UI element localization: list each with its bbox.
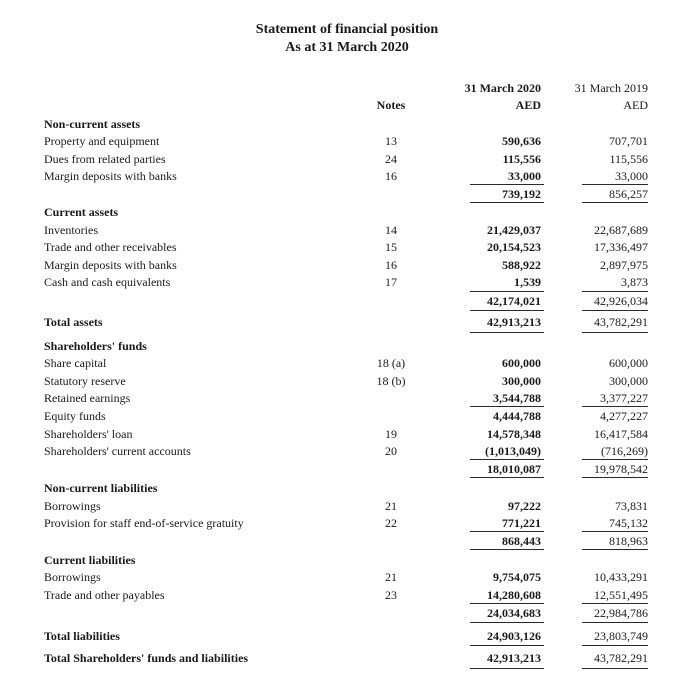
subtotal-2020: 18,010,087 xyxy=(487,462,541,476)
grand-total-2019: 43,782,291 xyxy=(594,651,648,665)
value-2020: 4,444,788 xyxy=(493,409,541,423)
total-rule xyxy=(582,668,648,669)
total-rule xyxy=(582,645,648,646)
row-note: 16 xyxy=(385,169,397,183)
value-2020: 21,429,037 xyxy=(487,223,541,237)
row-label: Trade and other receivables xyxy=(44,240,177,254)
value-2020: 588,922 xyxy=(502,258,541,272)
subtotal-rule xyxy=(470,549,544,550)
row-label: Equity funds xyxy=(44,409,106,423)
subtotal-2020: 739,192 xyxy=(502,187,541,201)
value-2020: (1,013,049) xyxy=(485,444,541,458)
subtotal-rule xyxy=(582,291,648,292)
row-note: 23 xyxy=(385,588,397,602)
total-liabilities-label: Total liabilities xyxy=(44,629,120,643)
value-2019: 33,000 xyxy=(615,169,648,183)
value-2019: 707,701 xyxy=(609,134,648,148)
value-2020: 9,754,075 xyxy=(493,570,541,584)
subtotal-rule xyxy=(582,310,648,311)
value-2019: (716,269) xyxy=(601,444,648,458)
value-2020: 590,636 xyxy=(502,134,541,148)
value-2019: 3,377,227 xyxy=(600,391,648,405)
grand-total-2020: 42,913,213 xyxy=(487,651,541,665)
col-2019-period: 31 March 2019 xyxy=(574,81,648,95)
statement-title: Statement of financial position xyxy=(255,22,439,37)
row-note: 18 (b) xyxy=(376,374,406,388)
subtotal-rule xyxy=(582,477,648,478)
value-2019: 600,000 xyxy=(609,356,648,370)
subtotal-rule xyxy=(470,184,544,185)
value-2019: 12,551,495 xyxy=(594,588,648,602)
row-label: Provision for staff end-of-service gratuity xyxy=(44,516,244,530)
subtotal-rule xyxy=(470,406,544,407)
value-2020: 20,154,523 xyxy=(487,240,541,254)
row-label: Margin deposits with banks xyxy=(44,258,177,272)
section-heading: Shareholders' funds xyxy=(44,339,147,353)
subtotal-rule xyxy=(470,622,544,623)
section-heading: Current liabilities xyxy=(44,553,136,567)
value-2019: 115,556 xyxy=(609,152,648,166)
row-label: Cash and cash equivalents xyxy=(44,275,171,289)
value-2019: 2,897,975 xyxy=(600,258,648,272)
value-2020: 33,000 xyxy=(508,169,541,183)
total-liabilities-2020: 24,903,126 xyxy=(487,629,541,643)
notes-header: Notes xyxy=(376,98,406,112)
subtotal-rule xyxy=(582,406,648,407)
value-2020: 600,000 xyxy=(502,356,541,370)
row-note: 21 xyxy=(385,570,397,584)
subtotal-rule xyxy=(470,202,544,203)
subtotal-2020: 24,034,683 xyxy=(487,606,541,620)
subtotal-rule xyxy=(470,459,544,460)
section-heading: Current assets xyxy=(44,205,119,219)
row-note: 14 xyxy=(385,223,397,237)
value-2020: 115,556 xyxy=(502,152,541,166)
subtotal-rule xyxy=(582,603,648,604)
total-assets-2020: 42,913,213 xyxy=(487,315,541,329)
value-2020: 771,221 xyxy=(502,516,541,530)
subtotal-rule xyxy=(582,184,648,185)
subtotal-rule xyxy=(470,310,544,311)
subtotal-2019: 19,978,542 xyxy=(594,462,648,476)
value-2020: 3,544,788 xyxy=(493,391,541,405)
row-note: 18 (a) xyxy=(376,356,406,370)
subtotal-2019: 42,926,034 xyxy=(594,294,648,308)
row-label: Shareholders' current accounts xyxy=(44,444,191,458)
col-2020-unit: AED xyxy=(515,98,541,112)
subtotal-2019: 856,257 xyxy=(609,187,648,201)
row-label: Margin deposits with banks xyxy=(44,169,177,183)
row-label: Share capital xyxy=(44,356,107,370)
row-label: Trade and other payables xyxy=(44,588,165,602)
col-2019-unit: AED xyxy=(623,98,648,112)
subtotal-rule xyxy=(582,549,648,550)
subtotal-rule xyxy=(582,622,648,623)
row-note: 19 xyxy=(385,427,397,441)
row-label: Property and equipment xyxy=(44,134,160,148)
subtotal-rule xyxy=(582,202,648,203)
total-assets-label: Total assets xyxy=(44,315,103,329)
statement-subtitle: As at 31 March 2020 xyxy=(285,40,409,55)
row-note: 20 xyxy=(385,444,397,458)
total-liabilities-2019: 23,803,749 xyxy=(594,629,648,643)
section-heading: Non-current assets xyxy=(44,117,141,131)
row-note: 22 xyxy=(385,516,397,530)
value-2020: 14,280,608 xyxy=(487,588,541,602)
row-label: Borrowings xyxy=(44,570,101,584)
row-label: Statutory reserve xyxy=(44,374,126,388)
row-note: 13 xyxy=(385,134,397,148)
subtotal-rule xyxy=(470,477,544,478)
value-2020: 1,539 xyxy=(514,275,541,289)
row-label: Dues from related parties xyxy=(44,152,166,166)
value-2019: 745,132 xyxy=(609,516,648,530)
value-2019: 16,417,584 xyxy=(594,427,648,441)
value-2019: 4,277,227 xyxy=(600,409,648,423)
value-2019: 22,687,689 xyxy=(594,223,648,237)
row-note: 15 xyxy=(385,240,397,254)
total-rule xyxy=(582,332,648,333)
subtotal-2020: 42,174,021 xyxy=(487,294,541,308)
row-note: 16 xyxy=(385,258,397,272)
section-heading: Non-current liabilities xyxy=(44,481,158,495)
value-2020: 14,578,348 xyxy=(487,427,541,441)
subtotal-rule xyxy=(470,291,544,292)
row-label: Retained earnings xyxy=(44,391,131,405)
grand-total-label: Total Shareholders' funds and liabilities xyxy=(44,651,249,665)
col-2020-period: 31 March 2020 xyxy=(464,81,541,95)
total-rule xyxy=(470,668,544,669)
value-2019: 73,831 xyxy=(615,499,648,513)
total-rule xyxy=(470,645,544,646)
value-2019: 3,873 xyxy=(621,275,648,289)
row-label: Inventories xyxy=(44,223,98,237)
subtotal-rule xyxy=(470,531,544,532)
row-label: Shareholders' loan xyxy=(44,427,133,441)
row-note: 21 xyxy=(385,499,397,513)
value-2019: 17,336,497 xyxy=(594,240,648,254)
row-note: 24 xyxy=(385,152,397,166)
value-2020: 300,000 xyxy=(502,374,541,388)
value-2019: 10,433,291 xyxy=(594,570,648,584)
row-note: 17 xyxy=(385,275,397,289)
row-label: Borrowings xyxy=(44,499,101,513)
total-rule xyxy=(470,332,544,333)
subtotal-2020: 868,443 xyxy=(502,534,541,548)
total-assets-2019: 43,782,291 xyxy=(594,315,648,329)
value-2019: 300,000 xyxy=(609,374,648,388)
subtotal-rule xyxy=(470,603,544,604)
subtotal-rule xyxy=(582,531,648,532)
value-2020: 97,222 xyxy=(508,499,541,513)
subtotal-2019: 818,963 xyxy=(609,534,648,548)
subtotal-rule xyxy=(582,459,648,460)
subtotal-2019: 22,984,786 xyxy=(594,606,648,620)
